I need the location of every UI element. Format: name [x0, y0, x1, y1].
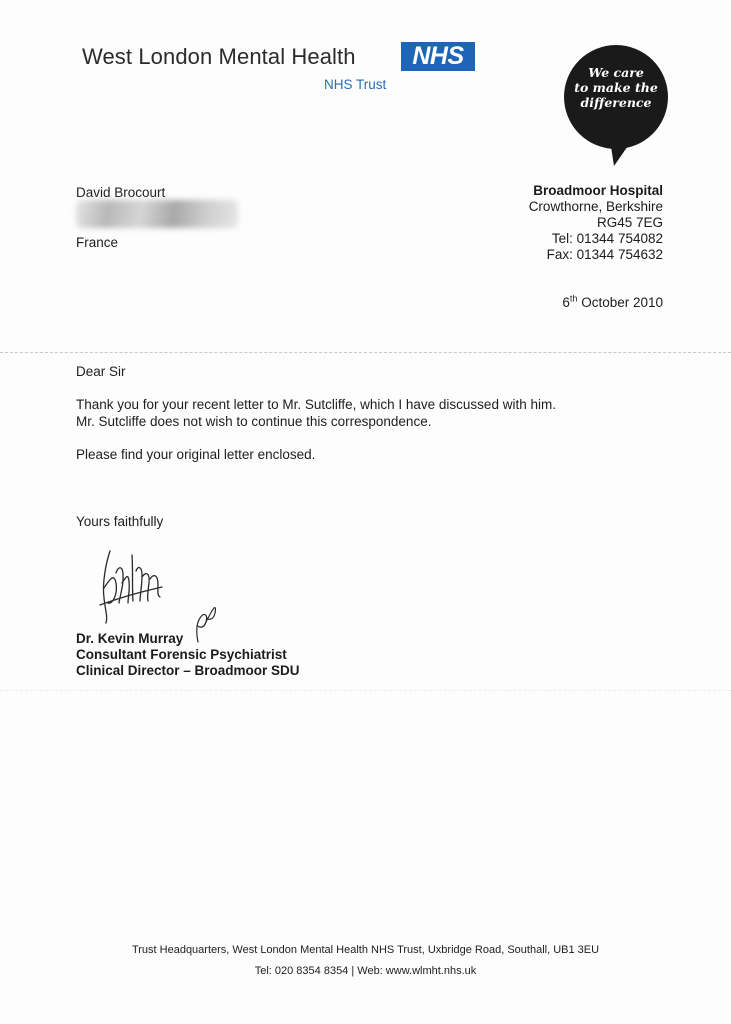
recipient-name: David Brocourt: [76, 185, 166, 200]
organisation-name: West London Mental Health: [82, 44, 356, 69]
signatory-title: Consultant Forensic Psychiatrist: [76, 647, 287, 662]
body-paragraph-1: [76, 396, 556, 430]
salutation: Dear Sir: [76, 364, 126, 379]
signatory-name: Dr. Kevin Murray: [76, 631, 184, 646]
organisation-subtitle: NHS Trust: [324, 77, 387, 92]
bubble-slogan: [560, 65, 672, 110]
date-suffix: th: [569, 293, 578, 304]
fold-line: [0, 352, 731, 353]
paragraph-1-line-2: Mr. Sutcliffe does not wish to continue this correspondence.: [76, 414, 432, 429]
date-month-year: October 2010: [581, 295, 663, 310]
footer-contact: Tel: 020 8354 8354 | Web: www.wlmht.nhs.uk: [254, 965, 477, 977]
sender-address: [529, 183, 663, 263]
fold-line-lower: [0, 690, 731, 691]
sender-tel: Tel: 01344 754082: [551, 231, 663, 246]
signatory-role: Clinical Director – Broadmoor SDU: [76, 663, 300, 678]
paragraph-1-line-1: Thank you for your recent letter to Mr. Sutcliffe, which I have discussed with him.: [76, 397, 556, 412]
sender-address-line: Crowthorne, Berkshire: [528, 199, 663, 214]
sender-name: Broadmoor Hospital: [533, 183, 663, 198]
letter-date: [562, 294, 663, 311]
nhs-logo: NHS: [401, 42, 475, 71]
slogan-line-3: difference: [580, 95, 652, 110]
footer-address: Trust Headquarters, West London Mental Health NHS Trust, Uxbridge Road, Southall, UB1 3EU: [131, 944, 600, 956]
recipient-country: France: [76, 235, 119, 250]
letter-footer: [0, 940, 731, 982]
sender-postcode: RG45 7EG: [596, 215, 663, 230]
slogan-line-1: We care: [588, 65, 644, 80]
signatory-block: [76, 631, 300, 679]
date-day: 6: [562, 295, 570, 310]
handwritten-signature: [92, 543, 172, 628]
slogan-line-2: to make the: [574, 80, 658, 95]
sender-fax: Fax: 01344 754632: [546, 247, 663, 262]
closing: Yours faithfully: [76, 514, 164, 529]
redacted-address: [76, 200, 238, 228]
body-paragraph-2: Please find your original letter enclosed.: [76, 447, 316, 462]
